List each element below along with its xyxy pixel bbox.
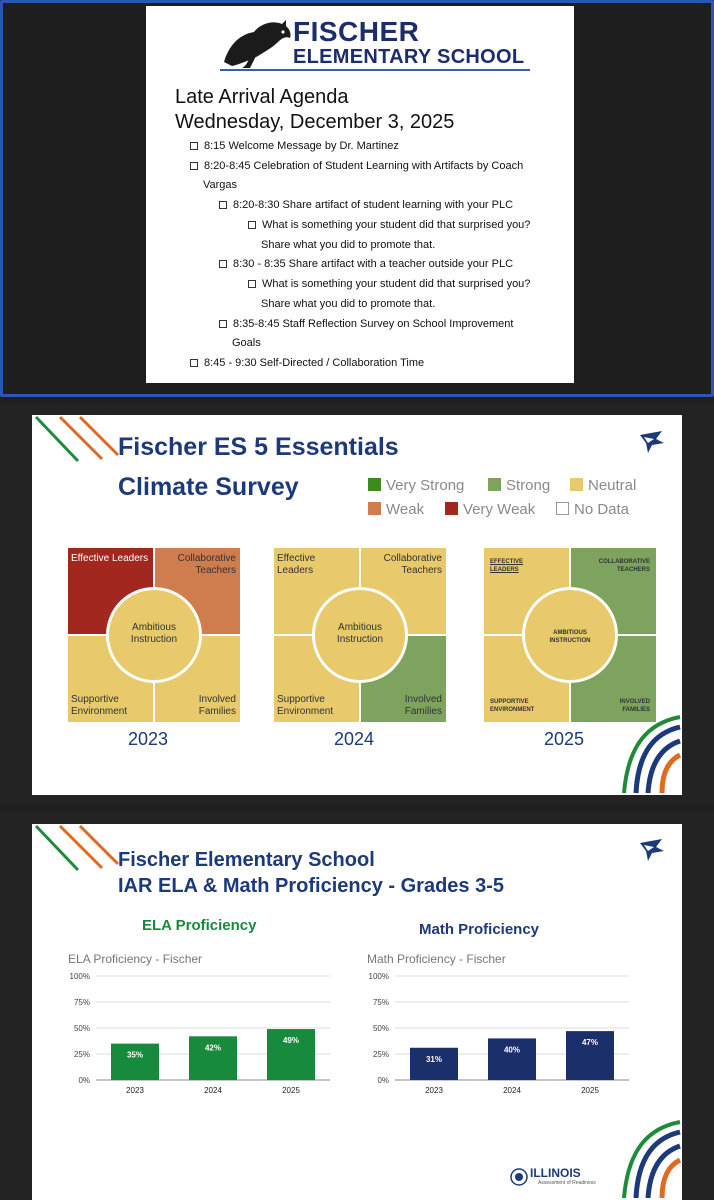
data-label: 47%: [581, 1038, 599, 1048]
x-tick-label: 2025: [581, 1086, 599, 1095]
bar: [111, 1044, 159, 1080]
x-tick-label: 2024: [204, 1086, 222, 1095]
checkbox-icon: [219, 201, 227, 209]
center-instruction: AMBITIOUS INSTRUCTION: [522, 587, 618, 683]
center-instruction: Ambitious Instruction: [106, 587, 202, 683]
quadrant-environment: Supportive Environment: [68, 636, 153, 722]
agenda-subitem: 8:35-8:45 Staff Reflection Survey on School Improvement: [219, 317, 513, 331]
data-label: 35%: [126, 1050, 144, 1060]
slide-subtitle: Climate Survey: [118, 473, 299, 501]
legend-strong: Strong: [488, 477, 550, 494]
agenda-item: 8:45 - 9:30 Self-Directed / Collaboration Time: [190, 356, 424, 370]
x-tick-label: 2023: [126, 1086, 144, 1095]
quadrant-leaders: EFFECTIVE LEADERS: [484, 548, 569, 634]
checkbox-icon: [190, 162, 198, 170]
center-instruction: Ambitious Instruction: [312, 587, 408, 683]
data-label: 40%: [503, 1045, 521, 1055]
legend-very-weak: Very Weak: [445, 501, 535, 518]
y-tick-label: 75%: [73, 998, 90, 1007]
agenda-item: 8:20-8:45 Celebration of Student Learning with Artifacts by Coach: [190, 159, 523, 173]
illinois-logo-main: ILLINOIS: [530, 1166, 581, 1180]
legend-neutral: Neutral: [570, 477, 636, 494]
corner-stripes-icon: [32, 415, 122, 465]
checkbox-icon: [219, 260, 227, 268]
corner-arcs-icon: [618, 715, 682, 795]
y-tick-label: 50%: [73, 1024, 90, 1033]
iar-panel: [0, 812, 714, 1200]
y-tick-label: 25%: [372, 1050, 389, 1059]
quadrant-environment: Supportive Environment: [274, 636, 359, 722]
x-tick-label: 2024: [503, 1086, 521, 1095]
y-tick-label: 100%: [368, 972, 389, 981]
quadrant-families: Involved Families: [361, 636, 446, 722]
agenda-date: Wednesday, December 3, 2025: [175, 111, 455, 133]
quadrant-leaders: Effective Leaders: [68, 548, 153, 634]
essentials-panel: [0, 404, 714, 804]
logo-line2: ELEMENTARY SCHOOL: [293, 46, 525, 68]
legend-no-data: No Data: [556, 501, 629, 518]
y-tick-label: 50%: [372, 1024, 389, 1033]
hawk-logo-icon: [638, 429, 666, 455]
corner-arcs-icon: [618, 1120, 682, 1200]
illinois-logo: [510, 1164, 620, 1194]
quadrant-teachers: Collaborative Teachers: [361, 548, 446, 634]
year-label: 2025: [543, 729, 585, 749]
y-tick-label: 75%: [372, 998, 389, 1007]
agenda-slide: [146, 6, 574, 383]
iar-slide: [32, 824, 682, 1200]
bar: [410, 1048, 458, 1080]
math-bar-chart: [359, 970, 639, 1102]
y-tick-label: 0%: [78, 1076, 90, 1085]
data-label: 49%: [282, 1036, 300, 1046]
illinois-logo-sub: Assessment of Readiness: [538, 1180, 596, 1186]
agenda-panel: [0, 0, 714, 397]
checkbox-icon: [190, 359, 198, 367]
agenda-subsubitem-cont: Share what you did to promote that.: [261, 298, 436, 310]
slide-subtitle: IAR ELA & Math Proficiency - Grades 3-5: [118, 875, 505, 897]
data-label: 42%: [204, 1043, 222, 1053]
legend-very-strong: Very Strong: [368, 477, 464, 494]
quadrant-families: INVOLVED FAMILIES: [571, 636, 656, 722]
legend-weak: Weak: [368, 501, 424, 518]
quadrant-leaders: Effective Leaders: [274, 548, 359, 634]
corner-stripes-icon: [32, 824, 122, 874]
math-chart-title: Math Proficiency - Fischer: [367, 952, 506, 966]
essentials-2023: [68, 548, 240, 722]
quadrant-families: Involved Families: [155, 636, 240, 722]
math-heading: Math Proficiency: [419, 921, 540, 938]
seal-icon: [510, 1168, 528, 1186]
ela-heading: ELA Proficiency: [142, 917, 257, 934]
year-label: 2024: [333, 729, 375, 749]
y-tick-label: 100%: [69, 972, 90, 981]
checkbox-icon: [248, 221, 256, 229]
logo-line1: FISCHER: [293, 16, 420, 47]
agenda-subsubitem: What is something your student did that surprised you?: [248, 277, 530, 291]
y-tick-label: 25%: [73, 1050, 90, 1059]
essentials-2024: [274, 548, 446, 722]
agenda-item: 8:15 Welcome Message by Dr. Martinez: [190, 139, 399, 153]
quadrant-environment: SUPPORTIVE ENVIRONMENT: [484, 636, 569, 722]
x-tick-label: 2023: [425, 1086, 443, 1095]
agenda-subsubitem: What is something your student did that surprised you?: [248, 218, 530, 232]
essentials-2025: [484, 548, 656, 722]
data-label: 31%: [425, 1054, 443, 1064]
ela-bar-chart: [60, 970, 340, 1102]
checkbox-icon: [190, 142, 198, 150]
ela-chart-title: ELA Proficiency - Fischer: [68, 952, 203, 966]
agenda-heading: Late Arrival Agenda: [175, 86, 349, 108]
x-tick-label: 2025: [282, 1086, 300, 1095]
panther-logo-icon: [220, 12, 294, 68]
quadrant-teachers: COLLABORATIVE TEACHERS: [571, 548, 656, 634]
agenda-subitem: 8:20-8:30 Share artifact of student learning with your PLC: [219, 198, 513, 212]
agenda-subitem-cont: Goals: [232, 337, 261, 349]
quadrant-teachers: Collaborative Teachers: [155, 548, 240, 634]
y-tick-label: 0%: [377, 1076, 389, 1085]
year-label: 2023: [127, 729, 169, 749]
agenda-subitem: 8:30 - 8:35 Share artifact with a teacher outside your PLC: [219, 257, 513, 271]
slide-title: Fischer Elementary School: [118, 849, 375, 871]
essentials-slide: [32, 415, 682, 795]
agenda-subsubitem-cont: Share what you did to promote that.: [261, 239, 436, 251]
checkbox-icon: [248, 280, 256, 288]
checkbox-icon: [219, 320, 227, 328]
agenda-item-cont: Vargas: [203, 179, 238, 191]
slide-title: Fischer ES 5 Essentials: [118, 433, 399, 461]
hawk-logo-icon: [638, 837, 666, 863]
logo-divider: [220, 69, 530, 71]
